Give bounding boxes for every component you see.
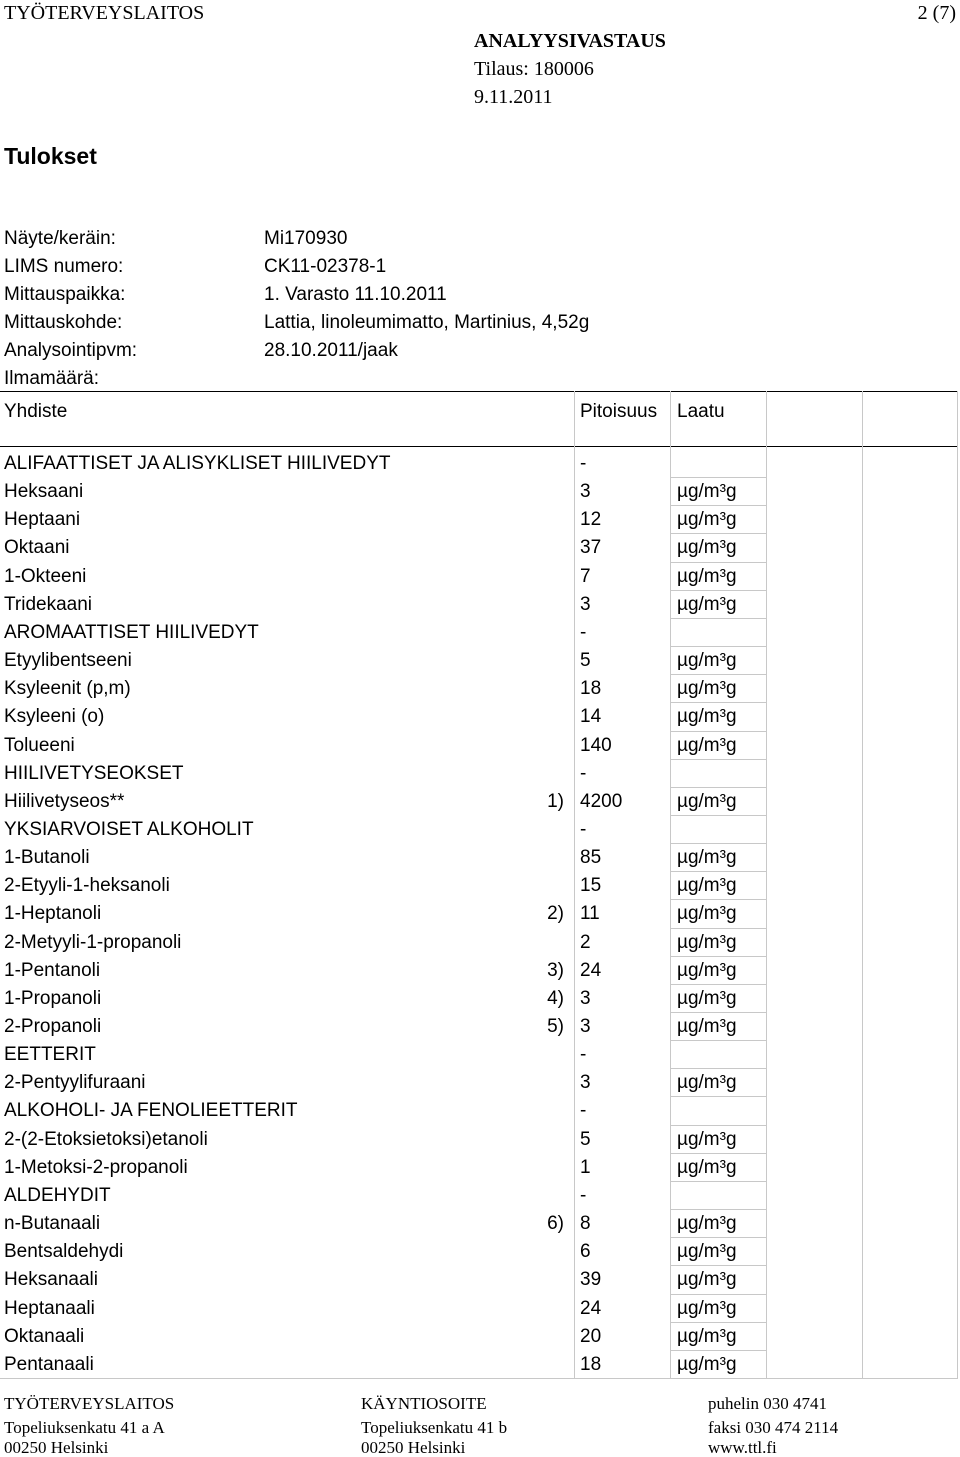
column-header-concentration: Pitoisuus (580, 401, 658, 422)
compound-name: 1-Pentanoli (4, 959, 101, 981)
compound-name: 1-Metoksi-2-propanoli (4, 1156, 188, 1178)
table-row (0, 619, 960, 647)
footer-visit-city: 00250 Helsinki (361, 1438, 466, 1457)
unit-value: µg/m³g (677, 537, 737, 559)
footer-website: www.ttl.fi (708, 1438, 777, 1457)
column-header-unit: Laatu (677, 401, 725, 422)
compound-name: Oktaani (4, 537, 70, 559)
compound-name: 1-Okteeni (4, 565, 87, 587)
unit-value: µg/m³g (677, 1269, 737, 1291)
location-value: 1. Varasto 11.10.2011 (264, 284, 447, 305)
location-label: Mittauspaikka: (4, 284, 126, 305)
concentration-value: - (580, 1100, 587, 1122)
table-row (0, 647, 960, 675)
document-date: 9.11.2011 (474, 86, 553, 108)
concentration-value: 15 (580, 875, 602, 897)
document-title: ANALYYSIVASTAUS (474, 30, 666, 52)
table-row (0, 957, 960, 985)
compound-name: 1-Butanoli (4, 847, 90, 869)
compound-name: Heksanaali (4, 1269, 98, 1291)
table-row (0, 929, 960, 957)
table-row (0, 1041, 960, 1069)
table-row (0, 1013, 960, 1041)
concentration-value: 7 (580, 565, 591, 587)
compound-name: 2-Etyyli-1-heksanoli (4, 875, 170, 897)
footnote-ref: 1) (547, 790, 564, 812)
compound-name: Ksyleeni (o) (4, 706, 105, 728)
table-row (0, 1069, 960, 1097)
compound-name: Oktanaali (4, 1325, 85, 1347)
footer-visit-address: Topeliuksenkatu 41 b (361, 1418, 508, 1437)
table-row (0, 872, 960, 900)
unit-value: µg/m³g (677, 931, 737, 953)
air-volume-label: Ilmamäärä: (4, 368, 100, 389)
footnote-ref: 3) (547, 959, 564, 981)
table-row (0, 1154, 960, 1182)
unit-value: µg/m³g (677, 706, 737, 728)
unit-value: µg/m³g (677, 1156, 737, 1178)
concentration-value: - (580, 453, 587, 474)
table-top-border (0, 391, 958, 392)
section-title: Tulokset (4, 143, 97, 169)
concentration-value: - (580, 1184, 587, 1206)
table-row (0, 1182, 960, 1210)
concentration-value: 20 (580, 1325, 602, 1347)
unit-value: µg/m³g (677, 593, 737, 615)
concentration-value: - (580, 762, 587, 784)
table-row (0, 1323, 960, 1351)
footer-org: TYÖTERVEYSLAITOS (4, 1394, 175, 1413)
footnote-ref: 2) (547, 903, 564, 925)
concentration-value: 39 (580, 1269, 602, 1291)
table-row (0, 675, 960, 703)
compound-name: 2-Pentyylifuraani (4, 1072, 146, 1094)
concentration-value: 3 (580, 481, 591, 503)
row-separator (670, 1378, 766, 1379)
footnote-ref: 6) (547, 1213, 564, 1235)
table-row (0, 591, 960, 619)
footer-city: 00250 Helsinki (4, 1438, 109, 1457)
concentration-value: 37 (580, 537, 602, 559)
compound-name: Bentsaldehydi (4, 1241, 124, 1263)
compound-name: 2-Propanoli (4, 1016, 102, 1037)
table-row (0, 1266, 960, 1294)
compound-name: Heksaani (4, 481, 84, 503)
compound-name: Ksyleenit (p,m) (4, 678, 131, 700)
unit-value: µg/m³g (677, 481, 737, 503)
lims-label: LIMS numero: (4, 256, 124, 277)
table-row (0, 534, 960, 562)
unit-value: µg/m³g (677, 650, 737, 672)
table-row (0, 1238, 960, 1266)
unit-value: µg/m³g (677, 847, 737, 869)
footnote-ref: 4) (547, 987, 564, 1009)
concentration-value: - (580, 1044, 587, 1066)
concentration-value: 2 (580, 931, 591, 953)
concentration-value: 5 (580, 1128, 591, 1150)
concentration-value: 11 (580, 903, 600, 925)
concentration-value: 140 (580, 734, 612, 756)
unit-value: µg/m³g (677, 509, 737, 531)
table-row (0, 1351, 960, 1379)
compound-name: 2-(2-Etoksietoksi)etanoli (4, 1128, 208, 1150)
unit-value: µg/m³g (677, 790, 737, 812)
concentration-value: 14 (580, 706, 602, 728)
concentration-value: - (580, 621, 587, 643)
table-row (0, 1210, 960, 1238)
compound-name: ALIFAATTISET JA ALISYKLISET HIILIVEDYT (4, 453, 391, 474)
footer-visit-heading: KÄYNTIOSOITE (361, 1394, 487, 1413)
compound-name: Pentanaali (4, 1353, 94, 1375)
order-number: Tilaus: 180006 (474, 58, 594, 80)
unit-value: µg/m³g (677, 678, 737, 700)
table-row (0, 1126, 960, 1154)
footer-address: Topeliuksenkatu 41 a A (4, 1418, 165, 1437)
unit-value: µg/m³g (677, 565, 737, 587)
table-row (0, 844, 960, 872)
target-value: Lattia, linoleumimatto, Martinius, 4,52g (264, 312, 590, 333)
table-row (0, 816, 960, 844)
table-row (0, 732, 960, 760)
compound-name: n-Butanaali (4, 1213, 101, 1235)
table-row (0, 478, 960, 506)
lims-value: CK11-02378-1 (264, 256, 387, 277)
unit-value: µg/m³g (677, 1325, 737, 1347)
compound-name: Heptanaali (4, 1297, 95, 1319)
concentration-value: 3 (580, 987, 591, 1009)
table-row (0, 506, 960, 534)
organization-name: TYÖTERVEYSLAITOS (4, 2, 205, 24)
table-row (0, 1295, 960, 1323)
concentration-value: 3 (580, 1072, 591, 1094)
concentration-value: - (580, 818, 587, 840)
compound-name: 1-Heptanoli (4, 903, 102, 925)
compound-name: Heptaani (4, 509, 81, 531)
unit-value: µg/m³g (677, 1353, 737, 1375)
unit-value: µg/m³g (677, 875, 737, 897)
compound-name: AROMAATTISET HIILIVEDYT (4, 621, 259, 643)
concentration-value: 5 (580, 650, 591, 672)
compound-name: Tridekaani (4, 593, 93, 615)
concentration-value: 24 (580, 959, 602, 981)
sample-value: Mi170930 (264, 228, 348, 249)
analysis-date-label: Analysointipvm: (4, 340, 138, 361)
unit-value: µg/m³g (677, 1128, 737, 1150)
table-header-border (0, 446, 958, 447)
table-row (0, 450, 960, 478)
page-number: 2 (7) (917, 2, 956, 24)
table-row (0, 760, 960, 788)
concentration-value: 18 (580, 678, 602, 700)
target-label: Mittauskohde: (4, 312, 123, 333)
compound-name: ALKOHOLI- JA FENOLIEETTERIT (4, 1100, 298, 1122)
compound-name: 2-Metyyli-1-propanoli (4, 931, 182, 953)
unit-value: µg/m³g (677, 1016, 737, 1037)
table-row (0, 1097, 960, 1125)
unit-value: µg/m³g (677, 903, 737, 925)
unit-value: µg/m³g (677, 1213, 737, 1235)
footer-phone: puhelin 030 4741 (708, 1394, 827, 1413)
column-header-compound: Yhdiste (4, 401, 68, 422)
compound-name: EETTERIT (4, 1044, 96, 1066)
unit-value: µg/m³g (677, 734, 737, 756)
concentration-value: 3 (580, 1016, 591, 1037)
footnote-ref: 5) (547, 1016, 564, 1037)
footer-fax: faksi 030 474 2114 (708, 1418, 839, 1437)
compound-name: 1-Propanoli (4, 987, 102, 1009)
analysis-date-value: 28.10.2011/jaak (264, 340, 398, 361)
concentration-value: 4200 (580, 790, 623, 812)
concentration-value: 8 (580, 1213, 591, 1235)
compound-name: Tolueeni (4, 734, 75, 756)
concentration-value: 1 (580, 1156, 591, 1178)
unit-value: µg/m³g (677, 1241, 737, 1263)
unit-value: µg/m³g (677, 1297, 737, 1319)
concentration-value: 6 (580, 1241, 591, 1263)
table-row (0, 985, 960, 1013)
table-row (0, 703, 960, 731)
unit-value: µg/m³g (677, 987, 737, 1009)
table-row (0, 900, 960, 928)
table-row (0, 563, 960, 591)
concentration-value: 85 (580, 847, 602, 869)
concentration-value: 18 (580, 1353, 602, 1375)
table-row (0, 788, 960, 816)
concentration-value: 3 (580, 593, 591, 615)
compound-name: HIILIVETYSEOKSET (4, 762, 184, 784)
compound-name: Hiilivetyseos** (4, 790, 125, 812)
compound-name: ALDEHYDIT (4, 1184, 111, 1206)
concentration-value: 12 (580, 509, 602, 531)
sample-label: Näyte/keräin: (4, 228, 116, 249)
compound-name: Etyylibentseeni (4, 650, 132, 672)
concentration-value: 24 (580, 1297, 602, 1319)
unit-value: µg/m³g (677, 1072, 737, 1094)
compound-name: YKSIARVOISET ALKOHOLIT (4, 818, 254, 840)
unit-value: µg/m³g (677, 959, 737, 981)
